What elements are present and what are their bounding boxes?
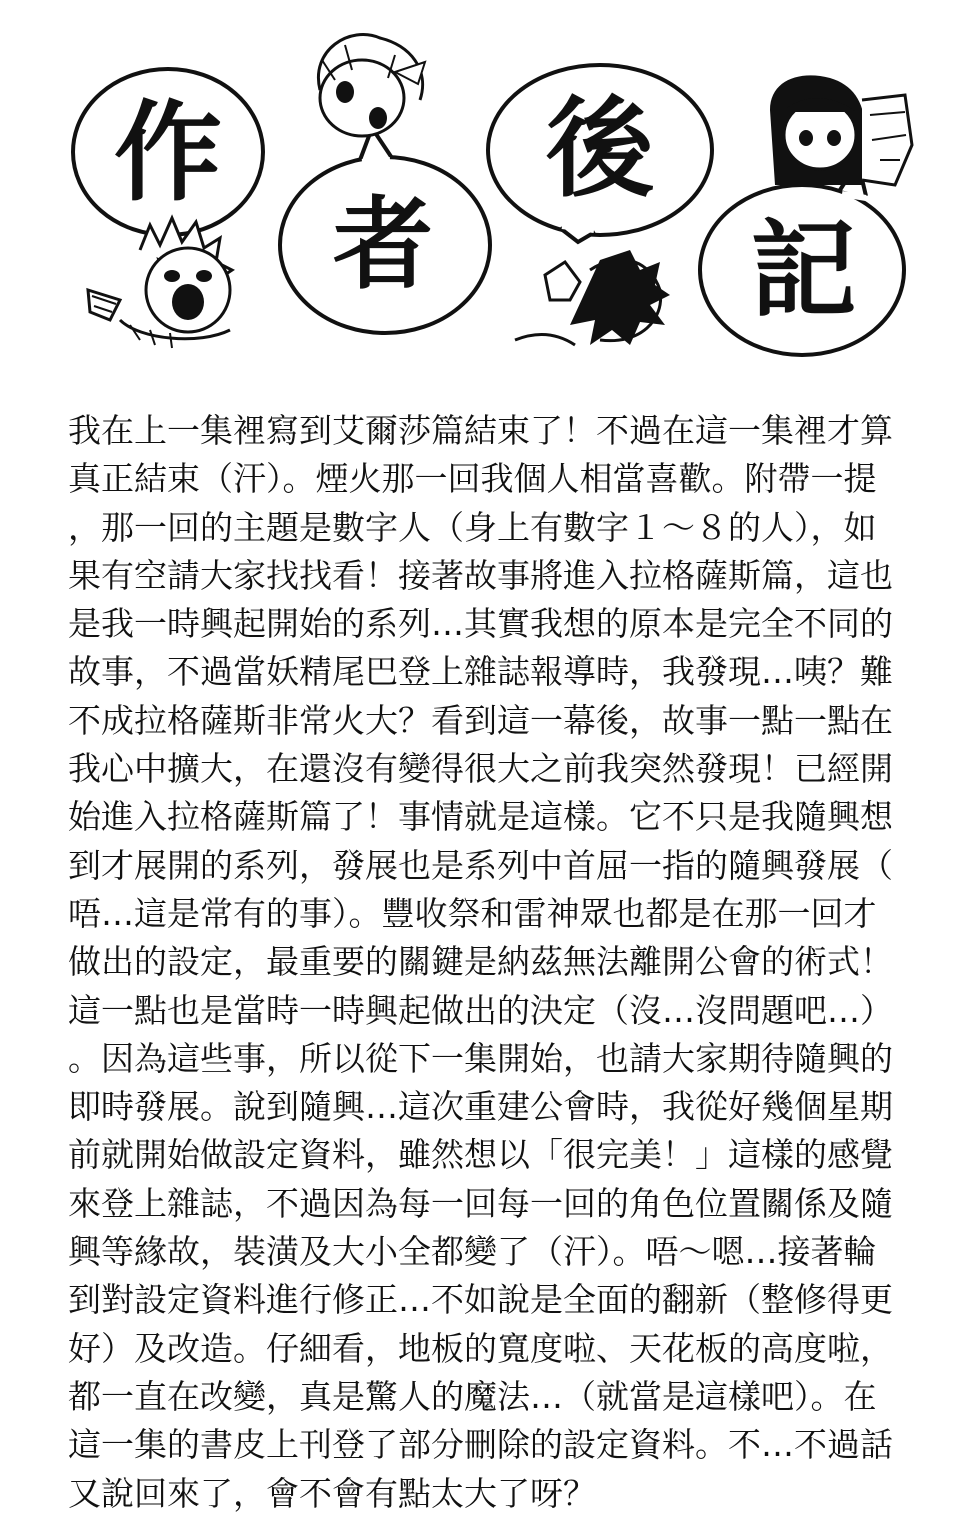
body-line: 又說回來了，會不會有點太大了呀？ — [68, 1473, 596, 1513]
title-char-1: 作 — [113, 91, 222, 216]
body-line: 來登上雜誌，不過因為每一回每一回的角色位置關係及隨 — [68, 1183, 893, 1223]
body-line: 這一點也是當時一時興起做出的決定（沒…沒問題吧…） — [68, 990, 893, 1030]
body-line: 到才展開的系列，發展也是系列中首屈一指的隨興發展（ — [68, 845, 893, 885]
body-line: 我心中擴大，在還沒有變得很大之前我突然發現！已經開 — [68, 749, 893, 789]
body-line: 都一直在改變，真是驚人的魔法…（就當是這樣吧）。在 — [68, 1376, 877, 1416]
body-line: ，那一回的主題是數字人（身上有數字１～８的人），如 — [68, 507, 877, 547]
afterword-body — [68, 407, 918, 1518]
body-line: 。因為這些事，所以從下一集開始，也請大家期待隨興的 — [68, 1038, 893, 1078]
body-line: 故事，不過當妖精尾巴登上雜誌報導時，我發現…咦？難 — [68, 652, 893, 692]
title-char-2: 者 — [333, 186, 433, 303]
body-line: 做出的設定，最重要的關鍵是納茲無法離開公會的術式！ — [68, 942, 893, 982]
body-line: 是我一時興起開始的系列…其實我想的原本是完全不同的 — [68, 604, 893, 644]
girl-with-long-hair-icon — [770, 75, 912, 185]
boy-looking-up-icon — [515, 250, 670, 345]
body-line: 果有空請大家找找看！接著故事將進入拉格薩斯篇，這也 — [68, 555, 893, 595]
body-line: 前就開始做設定資料，雖然想以「很完美！」這樣的感覺 — [68, 1135, 893, 1175]
body-line: 始進入拉格薩斯篇了！事情就是這樣。它不只是我隨興想 — [68, 797, 893, 837]
body-line: 真正結束（汗）。煙火那一回我個人相當喜歡。附帶一提 — [68, 459, 877, 499]
afterword-header-art — [0, 0, 980, 380]
body-line: 我在上一集裡寫到艾爾莎篇結束了！不過在這一集裡才算 — [68, 411, 893, 450]
body-line: 不成拉格薩斯非常火大？看到這一幕後，故事一點一點在 — [68, 700, 893, 740]
title-char-3: 後 — [545, 87, 654, 212]
body-line: 到對設定資料進行修正…不如說是全面的翻新（整修得更 — [68, 1280, 893, 1320]
girl-face-icon — [318, 35, 425, 136]
body-line: 興等緣故，裝潢及大小全都變了（汗）。唔～嗯…接著輪 — [68, 1232, 877, 1272]
body-line: 好）及改造。仔細看，地板的寬度啦、天花板的高度啦， — [68, 1328, 893, 1368]
body-line: 即時發展。說到隨興…這次重建公會時，我從好幾個星期 — [68, 1087, 893, 1127]
title-char-4: 記 — [750, 209, 857, 332]
body-line: 唔…這是常有的事）。豐收祭和雷神眾也都是在那一回才 — [68, 893, 877, 933]
body-line: 這一集的書皮上刊登了部分刪除的設定資料。不…不過話 — [68, 1425, 893, 1465]
